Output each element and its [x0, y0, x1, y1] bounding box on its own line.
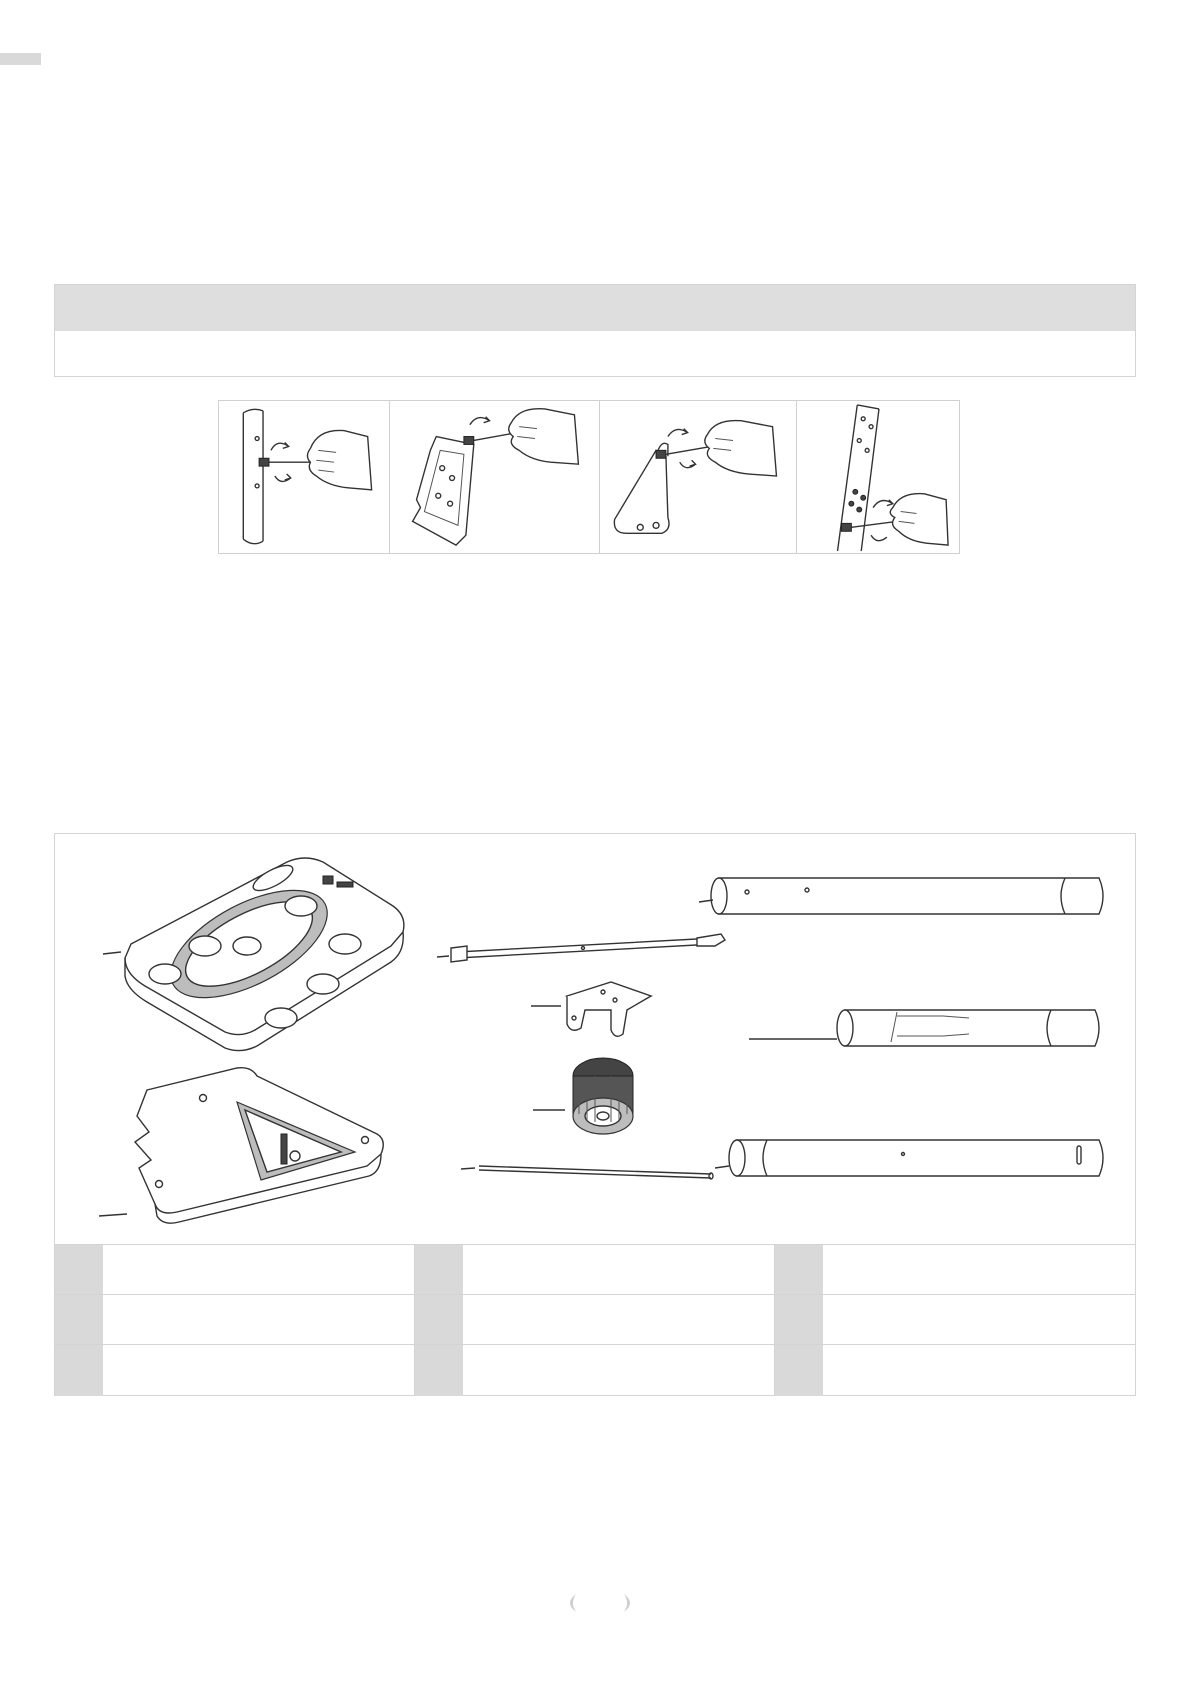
parts-cell — [55, 1245, 415, 1294]
parts-list-panel — [54, 833, 1136, 1396]
parts-cell — [55, 1295, 415, 1344]
part-name — [103, 1345, 415, 1396]
assembly-step-3 — [600, 401, 797, 553]
u-bracket-icon — [531, 982, 651, 1036]
part-name — [463, 1345, 775, 1396]
part-name — [823, 1245, 1135, 1294]
parts-table-row — [55, 1345, 1135, 1396]
triangular-frame-icon — [99, 1068, 383, 1223]
parts-table-row — [55, 1295, 1135, 1345]
long-rod-with-ends-icon — [437, 934, 725, 962]
assembly-step-4 — [797, 401, 959, 553]
part-number — [775, 1295, 823, 1344]
banner-title — [55, 285, 1135, 331]
parts-cell — [775, 1295, 1135, 1344]
part-number — [55, 1345, 103, 1396]
base-tray-icon — [103, 858, 404, 1051]
roller-wheel-icon — [533, 1058, 633, 1134]
part-name — [823, 1295, 1135, 1344]
part-number — [415, 1295, 463, 1344]
parts-cell — [415, 1345, 775, 1396]
parts-table-row — [55, 1245, 1135, 1295]
hand-tightening-bolt-into-rail-icon — [797, 401, 959, 553]
assembly-step-1 — [219, 401, 390, 553]
parts-cell — [415, 1245, 775, 1294]
part-number — [415, 1245, 463, 1294]
part-number — [775, 1245, 823, 1294]
part-name — [463, 1245, 775, 1294]
part-name — [823, 1345, 1135, 1396]
assembly-steps-strip — [218, 400, 960, 554]
part-number — [415, 1345, 463, 1396]
hand-tightening-bolt-into-plate-icon — [390, 401, 599, 553]
hand-tightening-bolt-into-tube-icon — [219, 401, 389, 553]
assembly-step-2 — [390, 401, 600, 553]
hand-tightening-bolt-into-bracket-icon — [600, 401, 796, 553]
parts-cell — [415, 1295, 775, 1344]
part-name — [103, 1295, 415, 1344]
part-name — [463, 1295, 775, 1344]
header-banner — [54, 284, 1136, 377]
parts-cell — [55, 1345, 415, 1396]
section-tab-marker — [0, 53, 41, 65]
tube-with-holes-icon — [699, 878, 1103, 914]
part-number — [55, 1295, 103, 1344]
thin-rod-icon — [461, 1166, 713, 1179]
parts-table — [55, 1244, 1135, 1396]
parts-illustration — [55, 834, 1135, 1244]
tube-with-slot-icon — [715, 1140, 1103, 1176]
page-arrows-icon — [560, 1592, 640, 1614]
part-number — [775, 1345, 823, 1396]
parts-cell — [775, 1245, 1135, 1294]
parts-cell — [775, 1345, 1135, 1396]
part-number — [55, 1245, 103, 1294]
part-name — [103, 1245, 415, 1294]
slotted-tube-icon — [749, 1010, 1099, 1046]
